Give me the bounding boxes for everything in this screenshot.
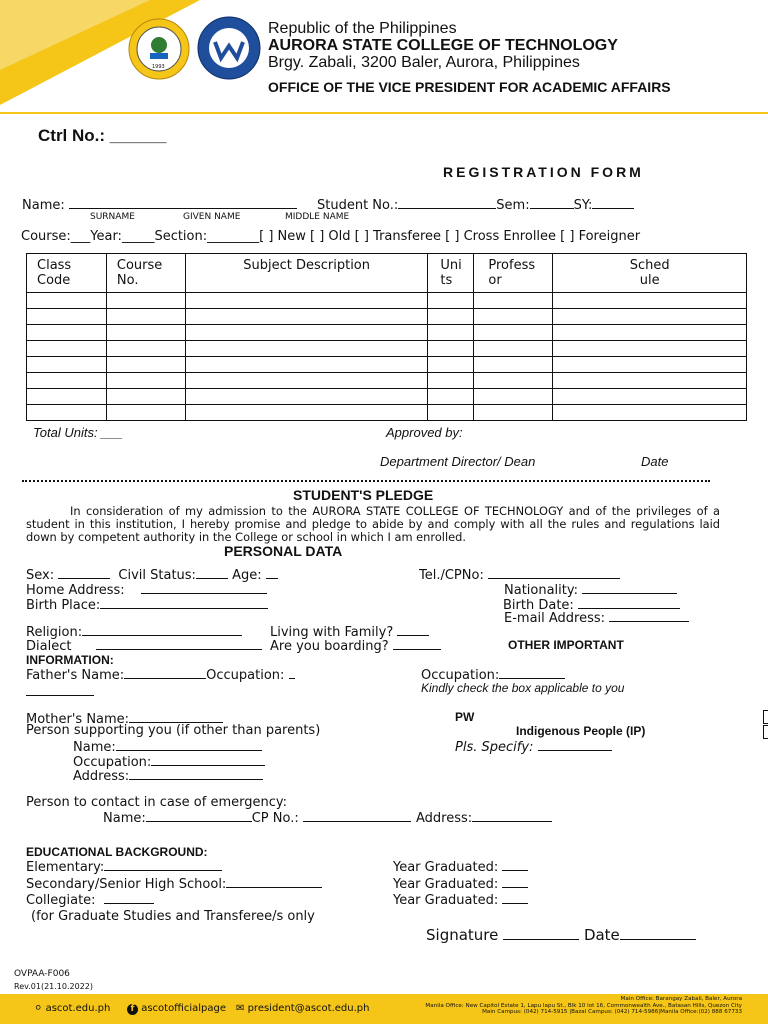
supporting-label: Person supporting you (if other than parents)	[26, 723, 321, 738]
col-course-no: Course No.	[106, 254, 185, 293]
student-no-row	[317, 196, 634, 213]
sex-field[interactable]	[58, 566, 110, 579]
nationality-field[interactable]	[582, 581, 677, 594]
col-schedule: Sched ule	[553, 254, 747, 293]
emergency-cp-field[interactable]	[303, 809, 411, 822]
subjects-table	[26, 253, 747, 421]
revision: Rev.01(21.10.2022)	[14, 982, 94, 991]
home-address-field[interactable]	[141, 581, 267, 594]
father-row	[26, 666, 295, 683]
personal-data-title: PERSONAL DATA	[224, 543, 343, 559]
phones-text: Main Campus: (042) 714-5915 |Bazal Campus: (042) 714-5986|Manila Office:(02) 888 67733	[482, 1009, 742, 1015]
signature-label: Signature	[426, 926, 499, 944]
pw-checkbox[interactable]	[763, 710, 768, 724]
year-elementary-field[interactable]	[502, 858, 528, 871]
pls-specify-label: Pls. Specify:	[455, 740, 534, 755]
father-occupation-field[interactable]	[289, 666, 295, 679]
boarding-label: Are you boarding?	[270, 639, 389, 654]
tel-label: Tel./CPNo:	[419, 568, 484, 583]
signature-date-label: Date	[583, 926, 620, 944]
approval-date-label: Date	[641, 454, 669, 469]
footer-email[interactable]	[236, 1003, 369, 1014]
secondary-label: Secondary/Senior High School:	[26, 877, 227, 892]
graduate-note: (for Graduate Studies and Transferee/s only	[31, 909, 315, 924]
footer-website[interactable]	[34, 1003, 110, 1014]
birth-place-row	[26, 596, 268, 613]
signature-field[interactable]	[503, 925, 579, 940]
supporter-occupation-field[interactable]	[151, 753, 265, 766]
director-label: Department Director/ Dean	[380, 454, 536, 469]
pw-label: PW	[455, 710, 475, 724]
table-row[interactable]	[27, 325, 747, 341]
ctrl-no: Ctrl No.: ______	[38, 126, 167, 145]
year-graduated-label: Year Graduated:	[393, 877, 499, 892]
name-label-row	[22, 196, 297, 213]
emergency-address-row	[416, 809, 552, 826]
collegiate-row	[26, 891, 154, 908]
pledge-title: STUDENT'S PLEDGE	[293, 487, 434, 503]
birth-date-label: Birth Date:	[503, 598, 574, 613]
col-subject-description: Subject Description	[185, 254, 428, 293]
boarding-field[interactable]	[393, 637, 441, 650]
name-field[interactable]	[69, 196, 297, 209]
course-status-row[interactable]: Course:___Year:_____Section:________[ ] New [ ] Old [ ] Transferee [ ] Cross Enrollee [ ] Foreigner	[21, 229, 641, 244]
elementary-label: Elementary:	[26, 860, 105, 875]
email-row	[504, 609, 689, 626]
surname-caption: SURNAME	[90, 212, 135, 222]
year-graduated-elementary	[393, 858, 528, 875]
footer-offices	[412, 996, 742, 1016]
father-field[interactable]	[124, 666, 206, 679]
sem-label: Sem:	[496, 198, 530, 213]
col-professor: Profess or	[474, 254, 553, 293]
supporter-address-label: Address:	[73, 769, 130, 784]
mother-field[interactable]	[129, 710, 223, 723]
father-label: Father's Name:	[26, 668, 125, 683]
living-label: Living with Family?	[270, 625, 394, 640]
dialect-field[interactable]	[96, 637, 262, 650]
home-address-label: Home Address:	[26, 583, 125, 598]
email-field[interactable]	[609, 609, 689, 622]
birth-date-field[interactable]	[578, 596, 680, 609]
mother-label: Mother's Name:	[26, 712, 130, 727]
religion-field[interactable]	[82, 623, 242, 636]
father-occupation-label: Occupation:	[206, 668, 285, 683]
religion-label: Religion:	[26, 625, 83, 640]
supporter-name-field[interactable]	[116, 738, 262, 751]
pls-specify-row	[455, 738, 612, 755]
pledge-body: In consideration of my admission to the AURORA STATE COLLEGE OF TECHNOLOGY and of the privileges of a student in this institution, I hereby promise and pledge to abide by and comply with all the rules and regulations laid down by competent authority in the College or school in which I am enrolled.	[26, 504, 720, 544]
year-graduated-secondary	[393, 875, 528, 892]
table-row[interactable]	[27, 293, 747, 309]
supporter-address-field[interactable]	[129, 767, 263, 780]
sy-field[interactable]	[592, 196, 634, 209]
pledge-text	[26, 505, 720, 544]
republic-text: Republic of the Philippines	[268, 20, 457, 37]
nationality-label: Nationality:	[504, 583, 579, 598]
year-graduated-label: Year Graduated:	[393, 893, 499, 908]
given-name-caption: GIVEN NAME	[183, 212, 241, 222]
emergency-row	[103, 809, 411, 826]
mother-occupation-field[interactable]	[499, 666, 565, 679]
year-collegiate-field[interactable]	[502, 891, 528, 904]
elementary-row	[26, 858, 222, 875]
email-text: president@ascot.edu.ph	[247, 1003, 370, 1014]
emergency-name-label: Name:	[103, 811, 146, 826]
other-important-label: OTHER IMPORTANT	[508, 638, 624, 652]
student-no-label: Student No.:	[317, 198, 399, 213]
living-field[interactable]	[397, 623, 429, 636]
emergency-cp-label: CP No.:	[251, 811, 299, 826]
dialect-row	[26, 637, 262, 654]
signature-row	[426, 925, 696, 944]
birth-place-label: Birth Place:	[26, 598, 101, 613]
collegiate-field[interactable]	[104, 891, 154, 904]
envelope-icon: ✉	[236, 1003, 245, 1014]
emergency-address-field[interactable]	[472, 809, 552, 822]
middle-name-caption: MIDDLE NAME	[285, 212, 350, 222]
civil-status-field[interactable]	[196, 566, 228, 579]
education-title: EDUCATIONAL BACKGROUND:	[26, 845, 208, 859]
form-code: OVPAA-F006	[14, 969, 70, 979]
age-label: Age:	[232, 568, 262, 583]
birth-place-field[interactable]	[100, 596, 268, 609]
emergency-address-label: Address:	[416, 811, 473, 826]
ip-checkbox[interactable]	[763, 725, 768, 739]
civil-status-label: Civil Status:	[118, 568, 196, 583]
manila-office-text: Manila Office: New Capitol Estate 1, Lapu lapu St., Blk 10 lot 16, Commonwealth Ave., Batasan Hills, Quezon City	[425, 1002, 742, 1009]
table-row[interactable]	[27, 341, 747, 357]
boarding-row	[270, 637, 441, 654]
collegiate-label: Collegiate:	[26, 893, 96, 908]
kindly-check-note: Kindly check the box applicable to you	[421, 681, 625, 695]
name-label: Name:	[22, 198, 65, 213]
ip-label: Indigenous People (IP)	[516, 724, 646, 738]
emergency-name-field[interactable]	[146, 809, 252, 822]
office-title: OFFICE OF THE VICE PRESIDENT FOR ACADEMIC AFFAIRS	[268, 79, 671, 95]
ascot-logo-icon	[197, 16, 261, 80]
year-graduated-collegiate	[393, 891, 528, 908]
pls-specify-field[interactable]	[538, 738, 612, 751]
sex-label: Sex:	[26, 568, 55, 583]
table-row[interactable]	[27, 357, 747, 373]
footer-facebook[interactable]	[127, 1003, 226, 1015]
supporter-occupation-label: Occupation:	[73, 755, 152, 770]
col-units: Uni ts	[428, 254, 474, 293]
seal-year: 1993	[152, 64, 165, 70]
table-row[interactable]	[27, 389, 747, 405]
year-graduated-label: Year Graduated:	[393, 860, 499, 875]
form-title: REGISTRATION FORM	[443, 164, 644, 180]
student-no-field[interactable]	[398, 196, 496, 209]
email-label: E-mail Address:	[504, 611, 606, 626]
emergency-label: Person to contact in case of emergency:	[26, 795, 287, 810]
college-name: AURORA STATE COLLEGE OF TECHNOLOGY	[268, 37, 618, 54]
table-header-row	[27, 254, 747, 293]
year-secondary-field[interactable]	[502, 875, 528, 888]
signature-date-field[interactable]	[620, 925, 696, 940]
table-row[interactable]	[27, 373, 747, 389]
supporter-name-label: Name:	[73, 740, 116, 755]
secondary-field[interactable]	[226, 875, 322, 888]
secondary-row	[26, 875, 322, 892]
main-office-text: Main Office: Barangay Zabali, Baler, Aurora	[620, 996, 742, 1002]
section-divider	[22, 480, 710, 482]
father-occupation-continuation[interactable]	[26, 683, 94, 696]
website-text: ascot.edu.ph	[45, 1003, 111, 1014]
table-row[interactable]	[27, 309, 747, 325]
facebook-text: ascotofficialpage	[141, 1003, 227, 1014]
globe-icon: ⚪	[34, 1003, 43, 1014]
sem-field[interactable]	[530, 196, 574, 209]
college-address: Brgy. Zabali, 3200 Baler, Aurora, Philippines	[268, 54, 580, 71]
approved-by: Approved by:	[386, 425, 463, 440]
dialect-label: Dialect	[26, 639, 72, 654]
total-units: Total Units: ___	[33, 425, 123, 440]
col-class-code: Class Code	[27, 254, 107, 293]
college-seal-icon	[128, 18, 190, 80]
facebook-icon: f	[127, 1004, 138, 1015]
mother-occupation-label: Occupation:	[421, 668, 500, 683]
table-row[interactable]	[27, 405, 747, 421]
information-label: INFORMATION:	[26, 653, 114, 667]
sy-label: SY:	[573, 198, 593, 213]
supporter-address-row	[73, 767, 263, 784]
elementary-field[interactable]	[104, 858, 222, 871]
tel-field[interactable]	[488, 566, 620, 579]
age-field[interactable]	[266, 566, 278, 579]
